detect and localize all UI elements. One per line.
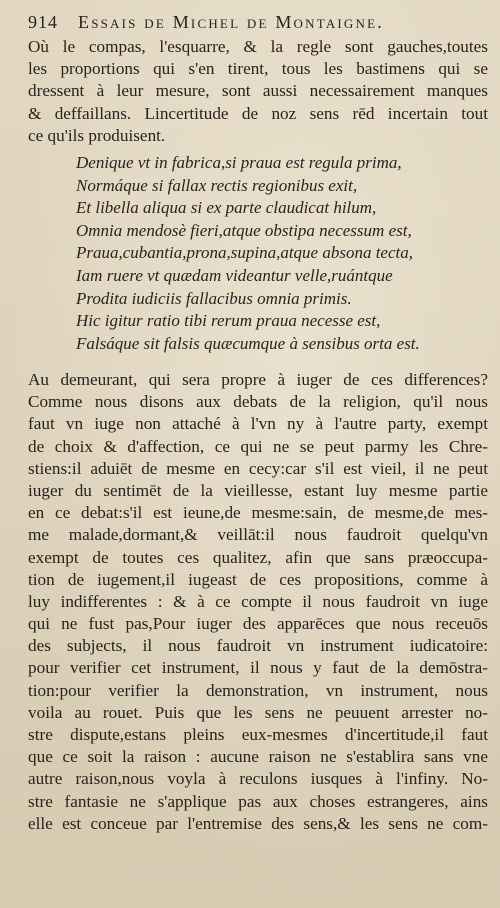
verse-line: Falsáque sit falsis quæcumque à sensibus orta est. <box>76 333 420 353</box>
text-line: autre raison,nous voyla à reculons iusques à l'infiny. No- <box>28 769 488 789</box>
verse-line: Iam ruere vt quædam videantur velle,ruántque <box>76 265 393 285</box>
text-line: qui ne fust pas,Pour iuger des apparēces que nous receuōs <box>28 614 488 634</box>
text-line: tion de iugement,il iugeast de ces propositions, comme à <box>28 569 488 589</box>
text-line: luy indifferentes : & à ce compte il nous faudroit vn iuge <box>28 591 488 611</box>
text-line: Au demeurant, qui sera propre à iuger de ces differences? <box>28 370 488 389</box>
text-line: en ce debat:s'il est ieune,de mesme:sain, de mesme,de mes- <box>28 503 488 523</box>
text-line: ce qu'ils produisent. <box>28 125 166 145</box>
text-line: iuger du sentimēt de la vieillesse, estant luy mesme partie <box>28 480 488 500</box>
text-line: les proportions qui s'en tirent, tous les bastimens qui se <box>28 59 488 79</box>
text-line: & deffaillans. Lincertitude de noz sens rēd incertain tout <box>28 103 488 123</box>
text-line: faut vn iuge non attaché à l'vn ny à l'autre party, exempt <box>28 414 488 434</box>
text-line: elle est conceue par l'entremise des sens,& les sens ne com- <box>28 813 488 833</box>
prose-paragraph-top <box>28 36 488 147</box>
text-line: que ce soit la raison : aucune raison ne s'establira sans vne <box>28 747 488 767</box>
text-line: stre fantasie ne s'applique pas aux choses estrangeres, ains <box>28 791 488 811</box>
text-line: Où le compas, l'esquarre, & la regle sont gauches,toutes <box>28 37 488 56</box>
text-line: pour verifier cet instrument, il nous y faut de la demōstra- <box>28 658 488 678</box>
text-line: dressent à leur mesure, sont aussi necessairement manques <box>28 81 488 101</box>
verse-line: Praua,cubantia,prona,supina,atque absona tecta, <box>76 243 413 263</box>
page-number: 914 <box>28 12 58 32</box>
running-head: Essais de Michel de Montaigne. <box>78 12 384 32</box>
verse-line: Denique vt in fabrica,si praua est regula prima, <box>76 153 402 172</box>
text-line: stiens:il aduiēt de mesme en cecy:car s'il est vieil, il ne peut <box>28 458 488 478</box>
verse-line: Omnia mendosè fieri,atque obstipa necessum est, <box>76 220 412 240</box>
text-line: des subjects, il nous faudroit vn instrument iudicatoire: <box>28 636 488 656</box>
text-line: Comme nous disons aux debats de la religion, qu'il nous <box>28 392 488 412</box>
text-line: voila au rouet. Puis que les sens ne peuuent arrester no- <box>28 702 488 722</box>
verse-line: Prodita iudiciis fallacibus omnia primis. <box>76 288 352 308</box>
verse-line: Normáque si fallax rectis regionibus exit, <box>76 175 358 195</box>
verse-line: Et libella aliqua si ex parte claudicat hilum, <box>76 198 377 218</box>
text-line: exempt de toutes ces qualitez, afin que sans præoccupa- <box>28 547 488 567</box>
text-line: me malade,dormant,& veillāt:il nous faudroit quelqu'vn <box>28 525 488 545</box>
text-line: de choix & d'affection, ce qui ne se peut parmy les Chre- <box>28 436 488 456</box>
latin-verse-quotation <box>76 152 476 355</box>
page-header <box>28 12 488 36</box>
verse-line: Hic igitur ratio tibi rerum praua necesse est, <box>76 311 381 331</box>
text-line: tion:pour verifier la demonstration, vn instrument, nous <box>28 680 488 700</box>
prose-paragraph-bottom <box>28 369 488 835</box>
text-line: stre dispute,estans pleins eux-mesmes d'incertitude,il faut <box>28 725 488 744</box>
